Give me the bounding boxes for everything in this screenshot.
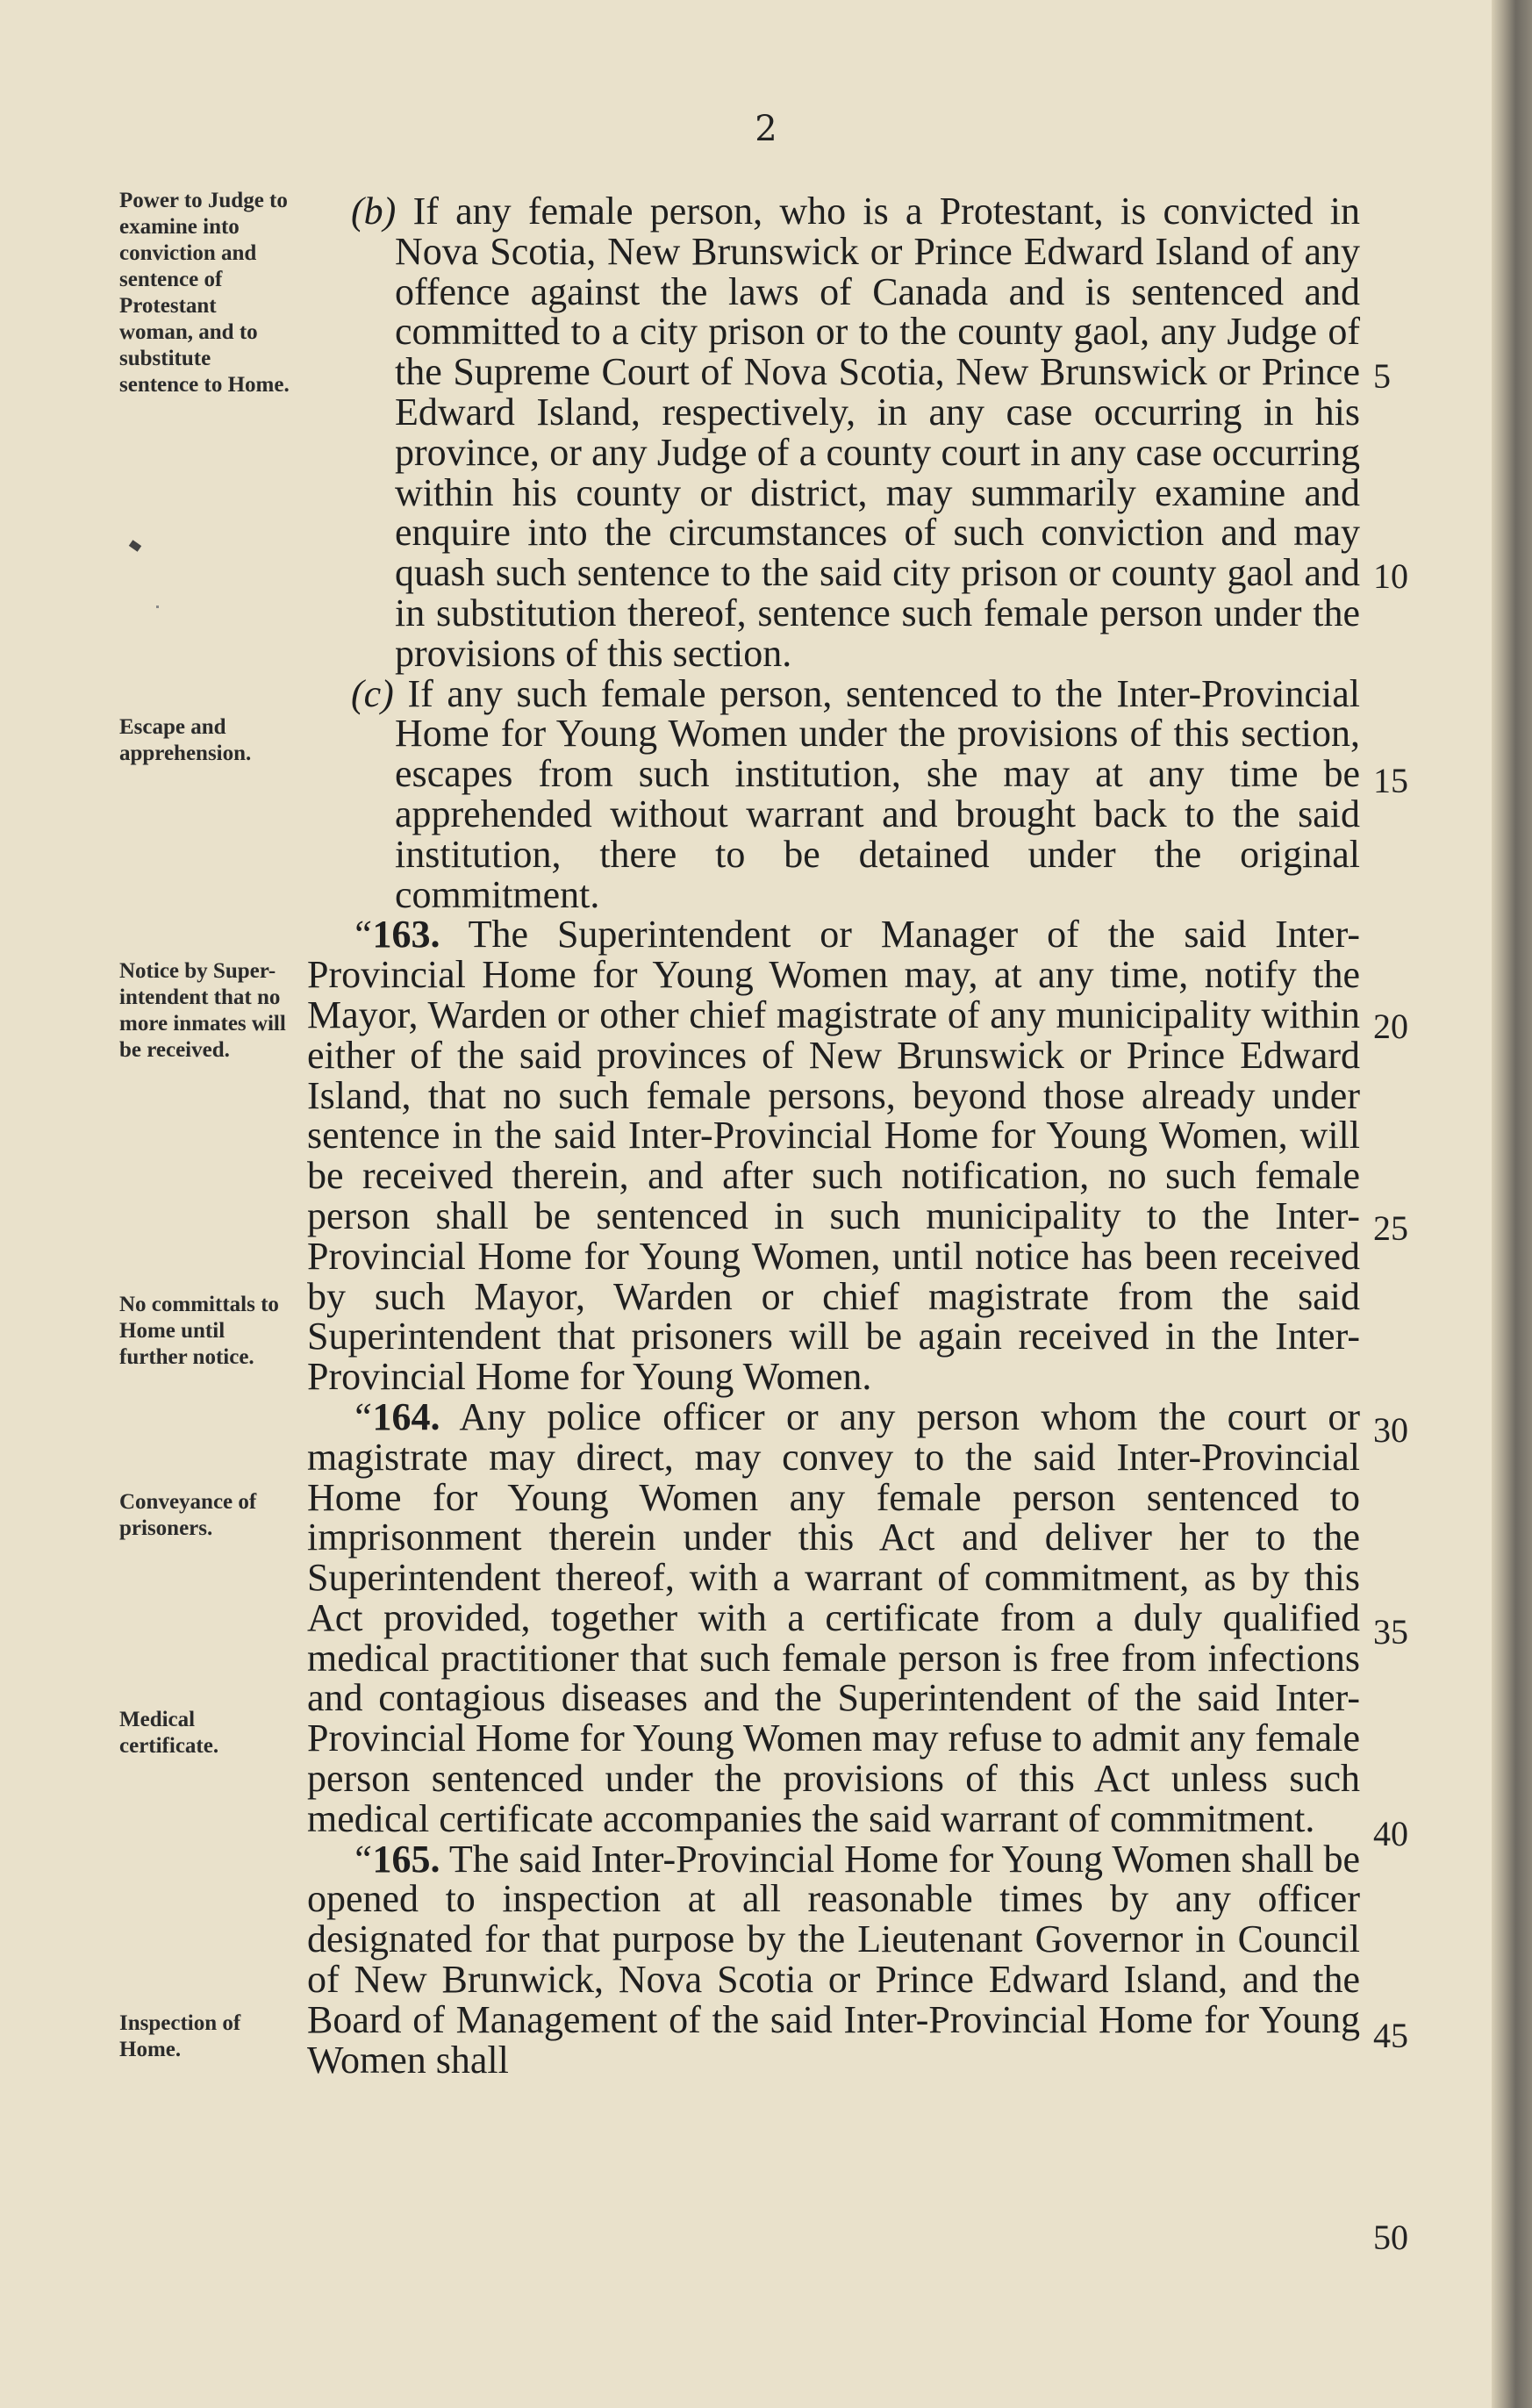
section-text: The said Inter-Provincial Home for Young Women shall be opened to inspection at all reasonable times by any officer designated for that purpose by the Lieutenant Governor in Council of New Brunwick, Nova Scotia or Prince Edward Island, and the Board of Management of the said Inter-Provincial Home for Young Women shall <box>307 1837 1360 2082</box>
body-text <box>307 191 1360 2080</box>
ink-speck <box>156 606 159 608</box>
section-number: 164. <box>372 1394 440 1438</box>
open-quote: “ <box>351 1837 373 1881</box>
margin-note-notice: Notice by Super-intendent that no more inmates will be received. <box>119 959 286 1062</box>
line-number: 30 <box>1373 1410 1408 1450</box>
ink-speck <box>129 540 141 551</box>
page-number: 2 <box>755 109 777 149</box>
page-edge-shadow <box>1492 0 1532 2408</box>
margin-note-judge-power: Power to Judge to examine into conviction and sentence of Protestant woman, and to substitute sentence to Home. <box>119 189 290 397</box>
section-text: Any police officer or any person whom the court or magistrate may direct, may convey to the said Inter-Provincial Home for Young Women any female person sentenced to imprisonment therein under this Act and deliver her to the Superintendent thereof, with a warrant of commitment, as by this Act provided, together with a certificate from a duly qualified medical practitioner that such female person is free from infections and contagious diseases and the Superintendent of the said Inter-Provincial Home for Young Women may refuse to admit any female person sentenced under the provisions of this Act unless such medical certificate accompanies the said warrant of commitment. <box>307 1394 1361 1840</box>
section-number: 163. <box>372 913 440 957</box>
line-number: 25 <box>1373 1208 1408 1248</box>
line-number: 50 <box>1373 2218 1408 2257</box>
margin-note-no-committals: No committals to Home until further notice. <box>119 1293 279 1369</box>
line-number: 10 <box>1373 556 1408 596</box>
line-number: 40 <box>1373 1814 1408 1853</box>
paragraph-b <box>307 191 1360 674</box>
open-quote: “ <box>351 913 373 957</box>
paragraph-text: If any female person, who is a Protestant, is convicted in Nova Scotia, New Brunswick or Prince Edward Island of any offence against the laws of Canada and is sentenced and committed to a city prison or to the county gaol, any Judge of the Supreme Court of Nova Scotia, New Brunswick or Prince Edward Island, respectively, in any case occurring in his province, or any Judge of a county court in any case occurring within his county or district, may summarily examine and enquire into the circumstances of such conviction and may quash such sentence to the said city prison or county gaol and in substitution thereof, sentence such female person under the provisions of this section. <box>395 190 1361 675</box>
line-number: 35 <box>1373 1612 1408 1652</box>
margin-note-medical: Medical certificate. <box>119 1708 219 1758</box>
paragraph-c <box>307 671 1361 916</box>
open-quote: “ <box>351 1394 373 1438</box>
line-number: 20 <box>1373 1007 1408 1046</box>
section-164 <box>307 1394 1361 1840</box>
paragraph-marker: (c) <box>351 671 394 715</box>
margin-note-inspection: Inspection of Home. <box>119 2011 241 2061</box>
margin-note-escape: Escape and apprehension. <box>119 715 252 765</box>
section-text: The Superintendent or Manager of the said Inter-Provincial Home for Young Women may, at any time, notify the Mayor, Warden or other chief magistrate of any municipality within either of the said provinces of New Brunswick or Prince Edward Island, that no such female persons, beyond those already under sentence in the said Inter-Provincial Home for Young Women, will be received therein, and after such notification, no such female person shall be sentenced in such municipality to the Inter-Provincial Home for Young Women, until notice has been received by such Mayor, Warden or chief magistrate from the said Superintendent that prisoners will be again received in the Inter-Provincial Home for Young Women. <box>307 913 1360 1399</box>
line-number: 5 <box>1373 356 1391 396</box>
section-number: 165. <box>372 1837 440 1881</box>
paragraph-text: If any such female person, sentenced to the Inter-Provincial Home for Young Women under the provisions of this section, escapes from such institution, she may at any time be apprehended without warrant and brought back to the said institution, there to be detained under the original commitment. <box>395 671 1361 916</box>
line-number: 15 <box>1373 761 1408 800</box>
margin-note-conveyance: Conveyance of prisoners. <box>119 1490 257 1540</box>
section-163 <box>307 914 1360 1397</box>
line-number: 45 <box>1373 2016 1408 2055</box>
section-165 <box>307 1839 1360 2081</box>
paragraph-marker: (b) <box>351 190 397 233</box>
